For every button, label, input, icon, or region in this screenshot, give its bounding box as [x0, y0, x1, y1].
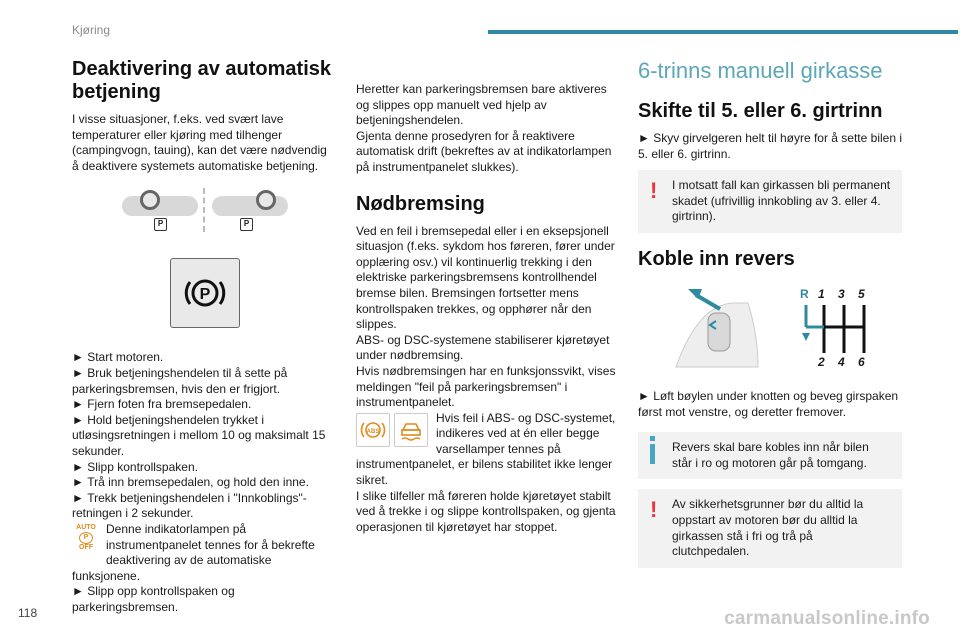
section-header: Kjøring	[72, 23, 111, 37]
gearshift-figure	[638, 285, 902, 377]
step-8: ► Slipp opp kontrollspaken og parkeringsbremsen.	[72, 584, 334, 615]
svg-text:ABS: ABS	[366, 428, 380, 435]
emergency-p2: ABS- og DSC-systemene stabiliserer kjøretøyet under nødbremsing.	[356, 332, 610, 363]
chapter-title: 6-trinns manuell girkasse	[638, 58, 883, 83]
gear-label-5: 5	[858, 286, 865, 301]
warning-icon: !	[650, 178, 658, 204]
middle-intro: Heretter kan parkeringsbremsen bare aktiveres og slippes opp manuelt ved hjelp av betjeningshendelen. Gjenta denne prosedyren for å reaktivere automatisk drift (bekreftes av at indikatorlampen på instrumentpanelet slukkes).	[356, 82, 612, 174]
figure-divider	[203, 188, 205, 232]
step-7: ► Trekk betjeningshendelen i "Innkoblings"-retningen i 2 sekunder.	[72, 491, 334, 522]
emergency-braking-title: Nødbremsing	[356, 192, 485, 215]
gear-pattern-diagram	[798, 287, 878, 371]
auto-off-warning-icon	[72, 524, 100, 554]
gear-label-2: 2	[818, 354, 825, 369]
header-accent-bar	[488, 30, 958, 34]
dashboard-left-shape	[122, 196, 198, 216]
auto-off-line2: OFF	[79, 543, 93, 551]
step-1: ► Start motoren.	[72, 350, 334, 366]
step-6: ► Trå inn bremsepedalen, og hold den inne.	[72, 475, 334, 491]
auto-off-symbol: P	[79, 532, 93, 544]
gear-label-3: 3	[838, 286, 845, 301]
warning-text-start: Av sikkerhetsgrunner bør du alltid la oppstart av motoren bør du alltid la girkassen stå i fri og trå på clutchpedalen.	[672, 497, 864, 559]
warning-text-gearbox: I motsatt fall kan girkassen bli permanent skadet (ufrivillig innkobling av 3. eller 4. girtrinn).	[672, 178, 891, 224]
info-icon	[650, 444, 655, 464]
auto-off-line1: AUTO	[76, 523, 96, 531]
reverse-step: ► Løft bøylen under knotten og beveg girspaken først mot venstre, og deretter fremover.	[638, 389, 902, 420]
step-2: ► Bruk betjeningshendelen til å sette på parkeringsbremsen, hvis den er frigjort.	[72, 366, 334, 397]
left-intro: I visse situasjoner, f.eks. ved svært lave temperaturer eller kjøring med tilhenger (campingvogn, tauing), kan det være nødvendig å deaktivere systemets automatiske betjening.	[72, 112, 327, 173]
dashboard-right-shape	[212, 196, 288, 216]
gear-label-4: 4	[838, 354, 845, 369]
emergency-p5: I slike tilfeller må føreren holde kjøretøyet stabilt ved å trekke i og slippe kontrollspaken, og gjenta operasjonen til kjøretøyet har stoppet.	[356, 488, 616, 534]
parking-switch-left-icon: P	[154, 218, 167, 231]
emergency-p1: Ved en feil i bremsepedal eller i en eksepsjonell situasjon (f.eks. sykdom hos føreren, fører under opplæring osv.) vil kontinuerlig trekking i den elektriske parkeringsbremsens kontrollhendel bremse bilen. Bremsingen fortsetter mens kontrollspaken trekkes, og opphører når den slippes.	[356, 223, 615, 332]
emergency-p3: Hvis nødbremsingen har en funksjonssvikt, vises meldingen "feil på parkeringsbremsen" i instrumentpanelet.	[356, 363, 616, 410]
parking-switch-right-icon: P	[240, 218, 253, 231]
stability-control-warning-icon	[394, 413, 428, 447]
info-callout-reverse	[638, 432, 902, 479]
svg-text:P: P	[199, 286, 211, 304]
auto-off-block	[72, 522, 334, 584]
left-title: Deaktivering av automatisk betjening	[72, 58, 331, 103]
page-number: 118	[18, 606, 38, 620]
warning-lamps-block	[356, 411, 618, 489]
step-3: ► Fjern foten fra bremsepedalen.	[72, 397, 334, 413]
gear-label-1: 1	[818, 286, 825, 301]
parking-brake-switch-icon	[170, 258, 240, 328]
step-5: ► Slipp kontrollspaken.	[72, 460, 334, 476]
shift-step: ► Skyv girvelgeren helt til høyre for å sette bilen i 5. eller 6. girtrinn.	[638, 131, 902, 162]
warning-callout-gearbox	[638, 170, 902, 233]
dashboard-figure	[72, 188, 334, 246]
reverse-heading: Koble inn revers	[638, 247, 795, 270]
info-icon-dot	[650, 436, 655, 441]
gear-label-r: R	[800, 286, 809, 301]
warning-icons-group	[356, 413, 428, 447]
info-text-reverse: Revers skal bare kobles inn når bilen står i ro og motoren går på tomgang.	[672, 440, 869, 470]
auto-off-text: Denne indikatorlampen på instrumentpanelet tennes for å bekrefte deaktivering av de automatiske funksjonene.	[72, 521, 315, 583]
warning-callout-start	[638, 489, 902, 567]
right-column	[638, 58, 902, 576]
step-4: ► Hold betjeningshendelen trykket i utløsingsretningen i mellom 10 og maksimalt 15 sekunder.	[72, 413, 334, 460]
gear-label-6: 6	[858, 354, 865, 369]
middle-column	[356, 82, 618, 535]
shift-heading: Skifte til 5. eller 6. girtrinn	[638, 100, 883, 122]
left-column	[72, 58, 334, 615]
warning-icon-2: !	[650, 497, 658, 523]
watermark: carmanualsonline.info	[724, 608, 930, 629]
emergency-p4: Hvis feil i ABS- og DSC-systemet, indikeres ved at én eller begge varsellamper tennes på instrumentpanelet, er bilens stabilitet ikke lenger sikret.	[356, 410, 616, 488]
abs-warning-icon	[356, 413, 390, 447]
